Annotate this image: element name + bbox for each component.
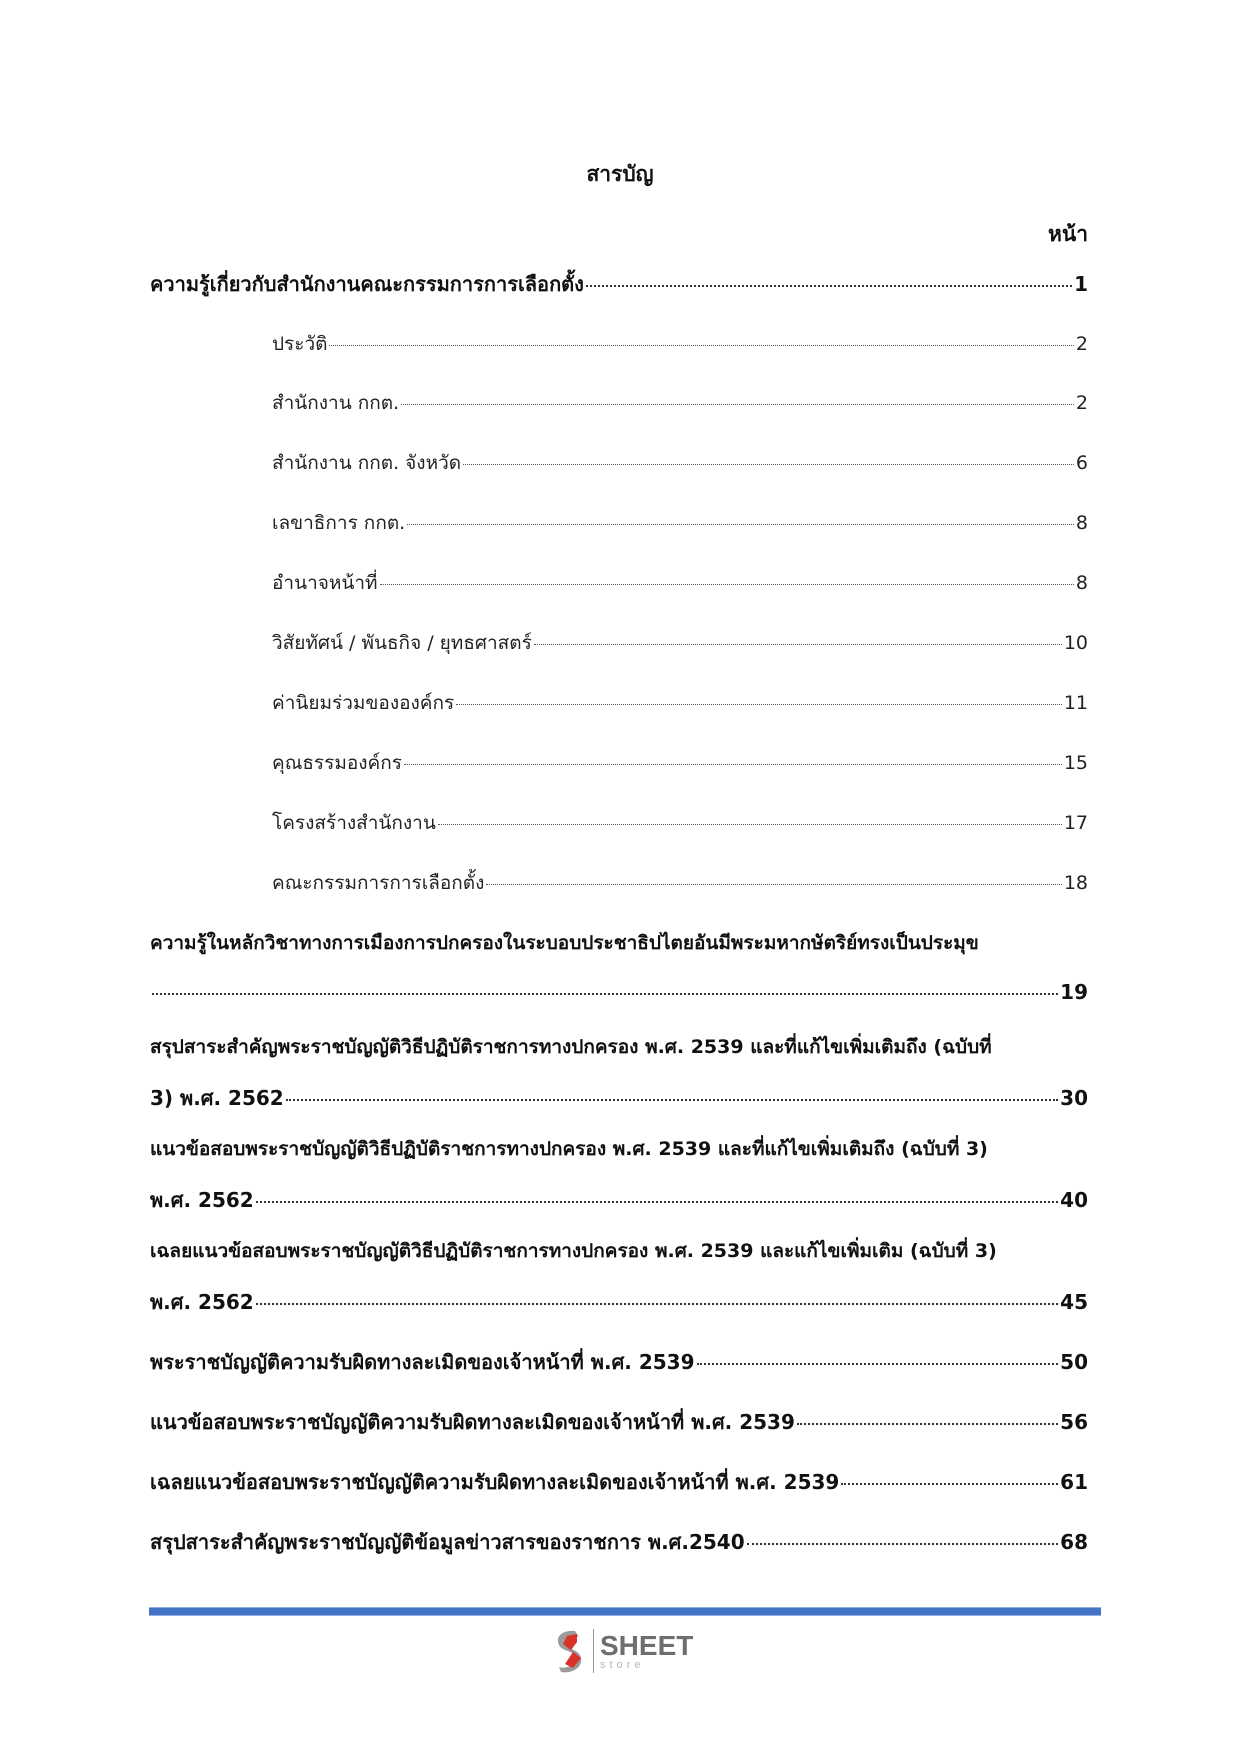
- toc-entry-label[interactable]: แนวข้อสอบพระราชบัญญัติวิธีปฏิบัติราชการทางปกครอง พ.ศ. 2539 และที่แก้ไขเพิ่มเติมถึง (ฉบับที่ 3): [150, 1138, 988, 1160]
- toc-entry-label[interactable]: เฉลยแนวข้อสอบพระราชบัญญัติวิธีปฏิบัติราชการทางปกครอง พ.ศ. 2539 และแก้ไขเพิ่มเติม (ฉบับที่ 3): [150, 1240, 997, 1262]
- toc-entry-label: แนวข้อสอบพระราชบัญญัติความรับผิดทางละเมิดของเจ้าหน้าที่ พ.ศ. 2539: [150, 1410, 795, 1434]
- toc-entry-page: 50: [1060, 1350, 1088, 1374]
- toc-entry[interactable]: [150, 980, 1088, 1004]
- toc-entry-label: อำนาจหน้าที่: [272, 572, 378, 594]
- toc-entry-page: 2: [1075, 392, 1088, 414]
- dot-leader: [329, 344, 1073, 346]
- toc-entry-label: เลขาธิการ กกต.: [272, 512, 406, 534]
- toc-entry-label-line2: พ.ศ. 2562: [150, 1188, 254, 1212]
- toc-subentry[interactable]: [272, 748, 1088, 778]
- toc-entry[interactable]: [150, 1526, 1088, 1558]
- toc-entry-label: คณะกรรมการการเลือกตั้ง: [272, 872, 485, 894]
- toc-subentry[interactable]: [272, 568, 1088, 598]
- toc-entry[interactable]: [150, 1346, 1088, 1378]
- dot-leader: [697, 1362, 1059, 1365]
- dot-leader: [456, 703, 1062, 705]
- toc-entry[interactable]: [150, 1406, 1088, 1438]
- toc-entry-page: 1: [1074, 272, 1088, 296]
- toc-entry[interactable]: [150, 268, 1088, 300]
- dot-leader: [586, 284, 1072, 287]
- toc-subentry[interactable]: [272, 508, 1088, 538]
- page-column-header: หน้า: [1048, 222, 1088, 246]
- toc-entry[interactable]: [150, 1466, 1088, 1498]
- logo-divider: [593, 1629, 594, 1673]
- dot-leader: [463, 463, 1074, 465]
- dot-leader: [438, 823, 1062, 825]
- toc-entry-page: 11: [1063, 692, 1088, 714]
- toc-entry[interactable]: [150, 1286, 1088, 1318]
- toc-entry-page: 8: [1075, 572, 1088, 594]
- dot-leader: [534, 643, 1062, 645]
- toc-subentry[interactable]: [272, 808, 1088, 838]
- toc-entry-page: 68: [1060, 1530, 1088, 1554]
- toc-entry-label[interactable]: ความรู้ในหลักวิชาทางการเมืองการปกครองในระบอบประชาธิปไตยอันมีพระมหากษัตริย์ทรงเป็นประมุข: [150, 932, 979, 954]
- dot-leader: [380, 583, 1074, 585]
- toc-entry-page: 10: [1063, 632, 1088, 654]
- toc-entry-page: 6: [1075, 452, 1088, 474]
- toc-subentry[interactable]: [272, 688, 1088, 718]
- dot-leader: [404, 763, 1062, 765]
- toc-entry-page: 40: [1060, 1188, 1088, 1212]
- toc-entry[interactable]: [150, 1184, 1088, 1216]
- toc-entry-page: 61: [1060, 1470, 1088, 1494]
- toc-subentry[interactable]: [272, 388, 1088, 418]
- dot-leader: [797, 1422, 1058, 1425]
- toc-subentry[interactable]: [272, 868, 1088, 898]
- dot-leader: [486, 883, 1061, 885]
- toc-entry-label: ความรู้เกี่ยวกับสำนักงานคณะกรรมการการเลือกตั้ง: [150, 272, 584, 296]
- toc-entry-label-line2: พ.ศ. 2562: [150, 1290, 254, 1314]
- toc-entry-label: เฉลยแนวข้อสอบพระราชบัญญัติความรับผิดทางละเมิดของเจ้าหน้าที่ พ.ศ. 2539: [150, 1470, 840, 1494]
- toc-subentry[interactable]: [272, 329, 1088, 359]
- logo-sub-text: store: [600, 1658, 645, 1671]
- dot-leader: [256, 1200, 1058, 1203]
- toc-entry[interactable]: [150, 1082, 1088, 1114]
- logo-brand-text: SHEET: [600, 1629, 694, 1661]
- toc-entry-label: โครงสร้างสำนักงาน: [272, 812, 436, 834]
- dot-leader: [407, 523, 1074, 525]
- toc-entry-label: พระราชบัญญัติความรับผิดทางละเมิดของเจ้าหน้าที่ พ.ศ. 2539: [150, 1350, 695, 1374]
- toc-entry-page: 19: [1060, 980, 1088, 1004]
- toc-subentry[interactable]: [272, 628, 1088, 658]
- dot-leader: [152, 992, 1058, 995]
- dot-leader: [286, 1098, 1058, 1101]
- toc-entry-page: 56: [1060, 1410, 1088, 1434]
- toc-entry-page: 18: [1063, 872, 1088, 894]
- toc-entry-page: 17: [1063, 812, 1088, 834]
- toc-entry-label: วิสัยทัศน์ / พันธกิจ / ยุทธศาสตร์: [272, 632, 532, 654]
- toc-entry-page: 8: [1075, 512, 1088, 534]
- sheet-store-logo: [553, 1628, 693, 1674]
- toc-subentry[interactable]: [272, 448, 1088, 478]
- toc-entry-page: 30: [1060, 1086, 1088, 1110]
- dot-leader: [401, 403, 1074, 405]
- toc-entry-label[interactable]: สรุปสาระสำคัญพระราชบัญญัติวิธีปฏิบัติราชการทางปกครอง พ.ศ. 2539 และที่แก้ไขเพิ่มเติมถึง (ฉบับที่: [150, 1036, 992, 1058]
- s-logo-icon: [553, 1628, 587, 1674]
- toc-entry-label: คุณธรรมองค์กร: [272, 752, 402, 774]
- toc-entry-label: สรุปสาระสำคัญพระราชบัญญัติข้อมูลข่าวสารของราชการ พ.ศ.2540: [150, 1530, 745, 1554]
- footer-rule: [149, 1607, 1101, 1616]
- toc-entry-page: 45: [1060, 1290, 1088, 1314]
- dot-leader: [747, 1542, 1059, 1545]
- dot-leader: [256, 1302, 1058, 1305]
- toc-entry-label-line2: 3) พ.ศ. 2562: [150, 1086, 284, 1110]
- toc-entry-label: ประวัติ: [272, 333, 328, 355]
- toc-entry-label: ค่านิยมร่วมขององค์กร: [272, 692, 455, 714]
- toc-entry-label: สำนักงาน กกต. จังหวัด: [272, 452, 462, 474]
- page-title: สารบัญ: [586, 162, 654, 186]
- toc-entry-label: สำนักงาน กกต.: [272, 392, 400, 414]
- toc-entry-page: 15: [1063, 752, 1088, 774]
- dot-leader: [841, 1482, 1058, 1485]
- toc-entry-page: 2: [1075, 333, 1088, 355]
